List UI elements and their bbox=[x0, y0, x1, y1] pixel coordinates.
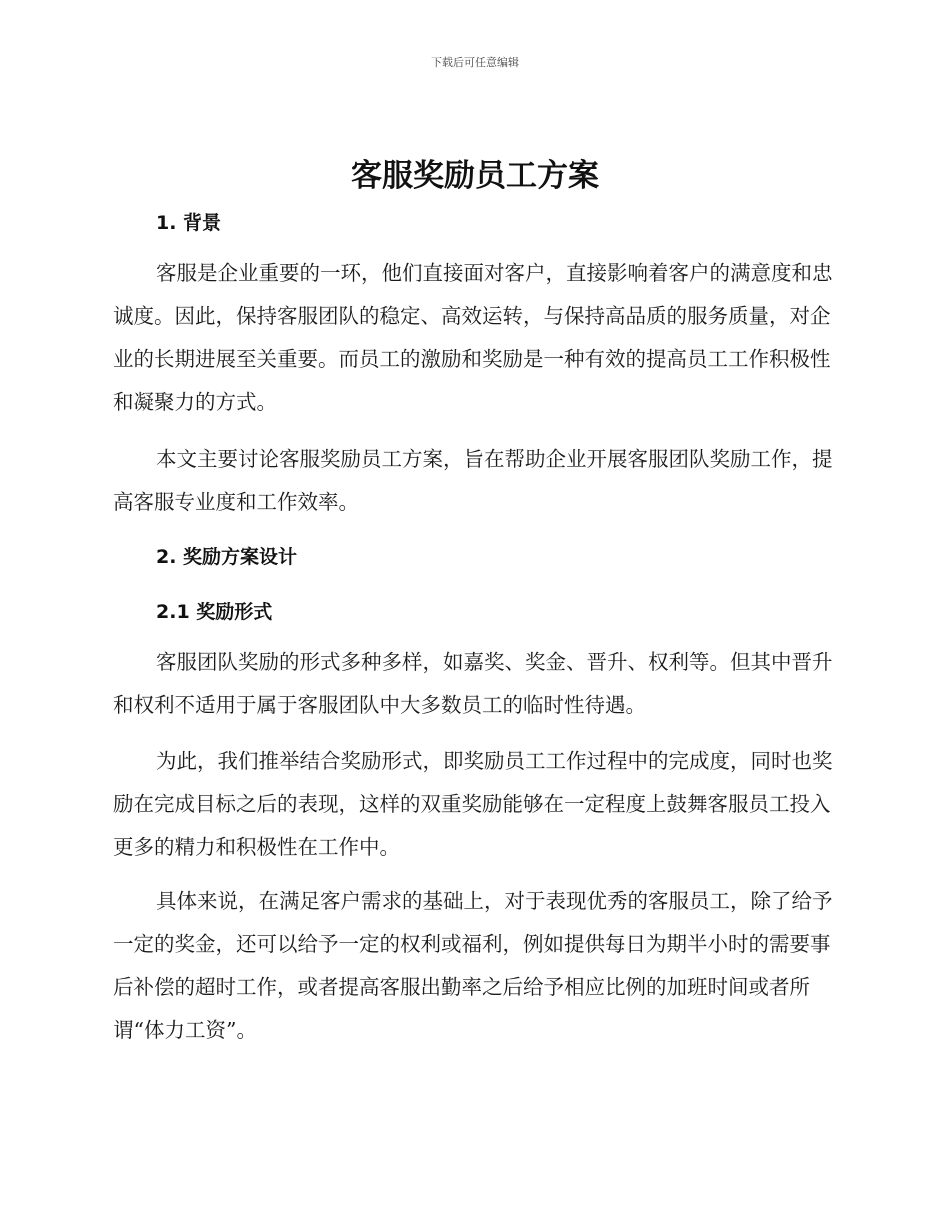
section-heading-background: 1. 背景 bbox=[156, 212, 222, 234]
paragraph-reward-form-2: 为此，我们推举结合奖励形式，即奖励员工工作过程中的完成度，同时也奖励在完成目标之后的表现，这样的双重奖励能够在一定程度上鼓舞客服员工投入更多的精力和积极性在工作中。 bbox=[113, 749, 833, 859]
paragraph-background-2: 本文主要讨论客服奖励员工方案，旨在帮助企业开展客服团队奖励工作，提高客服专业度和工作效率。 bbox=[113, 447, 833, 514]
page-header-note: 下载后可任意编辑 bbox=[431, 56, 519, 69]
document-title: 客服奖励员工方案 bbox=[351, 158, 599, 194]
paragraph-reward-form-3: 具体来说，在满足客户需求的基础上，对于表现优秀的客服员工，除了给予一定的奖金，还可以给予一定的权利或福利，例如提供每日为期半小时的需要事后补偿的超时工作，或者提高客服出勤率之后给予相应比例的加班时间或者所谓“体力工资”。 bbox=[113, 889, 833, 1042]
subsection-heading-reward-form: 2.1 奖励形式 bbox=[156, 601, 273, 623]
paragraph-background-1: 客服是企业重要的一环，他们直接面对客户，直接影响着客户的满意度和忠诚度。因此，保持客服团队的稳定、高效运转，与保持高品质的服务质量，对企业的长期进展至关重要。而员工的激励和奖励是一种有效的提高员工工作积极性和凝聚力的方式。 bbox=[113, 261, 833, 414]
paragraph-reward-form-1: 客服团队奖励的形式多种多样，如嘉奖、奖金、晋升、权利等。但其中晋升和权利不适用于属于客服团队中大多数员工的临时性待遇。 bbox=[113, 650, 833, 717]
section-heading-reward-design: 2. 奖励方案设计 bbox=[156, 546, 298, 568]
